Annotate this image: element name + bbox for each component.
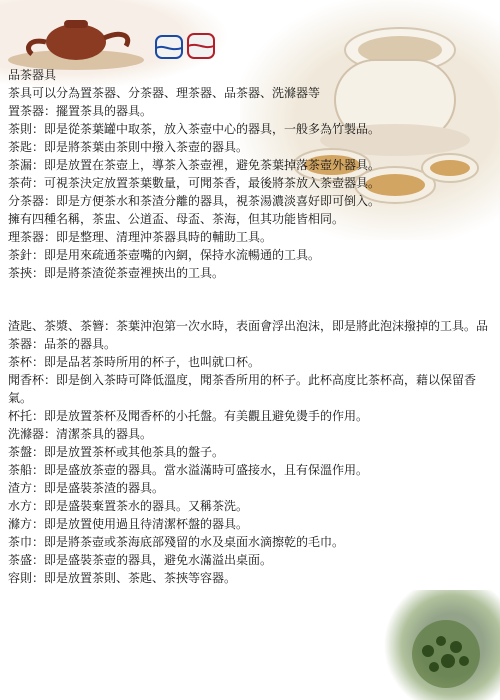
section-gap xyxy=(8,282,500,317)
text-line: 分茶器：即是方便茶水和茶渣分離的器具，視茶湯濃淡喜好即可倒入。 xyxy=(8,194,381,208)
text-line: 茶巾：即是將茶壺或茶海底部殘留的水及桌面水滴擦乾的毛巾。 xyxy=(8,535,345,549)
text-paragraph: 聞香杯：即是倒入茶時可降低溫度，聞茶香所用的杯子。此杯高度比茶杯高，藉以保留香氣。 xyxy=(8,373,477,405)
text-line: 茶針：即是用來疏通茶壺嘴的內網，保持水流暢通的工具。 xyxy=(8,248,321,262)
text-line: 茶則：即是從茶葉罐中取茶，放入茶壺中心的器具，一般多為竹製品。 xyxy=(8,122,381,136)
text-line: 茶具可以分為置茶器、分茶器、理茶器、品茶器、洗滌器等 xyxy=(8,86,321,100)
tea-leaves-icon xyxy=(386,599,496,694)
text-paragraph: 渣匙、茶漿、茶簪：茶葉沖泡第一次水時，表面會浮出泡沫，即是將此泡沫撥掉的工具。品茶器：品茶的器具。 xyxy=(8,319,489,351)
text-line: 渣方：即是盛裝茶渣的器具。 xyxy=(8,481,165,495)
text-line: 水方：即是盛裝棄置茶水的器具。又稱茶洗。 xyxy=(8,499,249,513)
text-line: 杯托：即是放置茶杯及聞香杯的小托盤。有美觀且避免燙手的作用。 xyxy=(8,409,369,423)
text-line: 茶挾：即是將茶渣從茶壺裡挾出的工具。 xyxy=(8,266,225,280)
text-line: 容則：即是放置茶則、茶匙、茶挾等容器。 xyxy=(8,571,237,585)
text-line: 茶匙：即是將茶葉由茶則中撥入茶壺的器具。 xyxy=(8,140,249,154)
text-line: 理茶器：即是整理、清理沖茶器具時的輔助工具。 xyxy=(8,230,273,244)
text-line: 茶船：即是盛放茶壺的器具。當水溢滿時可盛接水，且有保溫作用。 xyxy=(8,463,369,477)
text-line: 茶杯：即是品茗茶時所用的杯子，也叫就口杯。 xyxy=(8,355,261,369)
text-line: 擁有四種名稱，茶盅、公道盃、母盃、茶海，但其功能皆相同。 xyxy=(8,212,345,226)
text-line: 茶盛：即是盛裝茶壺的器具，避免水滿溢出桌面。 xyxy=(8,553,273,567)
text-line: 茶荷：可視茶決定放置茶葉數量，可聞茶香，最後將茶放入茶壺器具。 xyxy=(8,176,381,190)
page-title: 品茶器具 xyxy=(8,68,57,82)
text-line: 茶漏：即是放置在茶壺上，導茶入茶壺裡，避免茶葉掉落茶壺外器具。 xyxy=(8,158,381,172)
text-line: 置茶器：擺置茶具的器具。 xyxy=(8,104,153,118)
text-line: 茶盤：即是放置茶杯或其他茶具的盤子。 xyxy=(8,445,225,459)
content-area xyxy=(8,66,500,587)
text-line: 洗滌器：清潔茶具的器具。 xyxy=(8,427,153,441)
text-line: 滌方：即是放置使用過且待清潔杯盤的器具。 xyxy=(8,517,249,531)
